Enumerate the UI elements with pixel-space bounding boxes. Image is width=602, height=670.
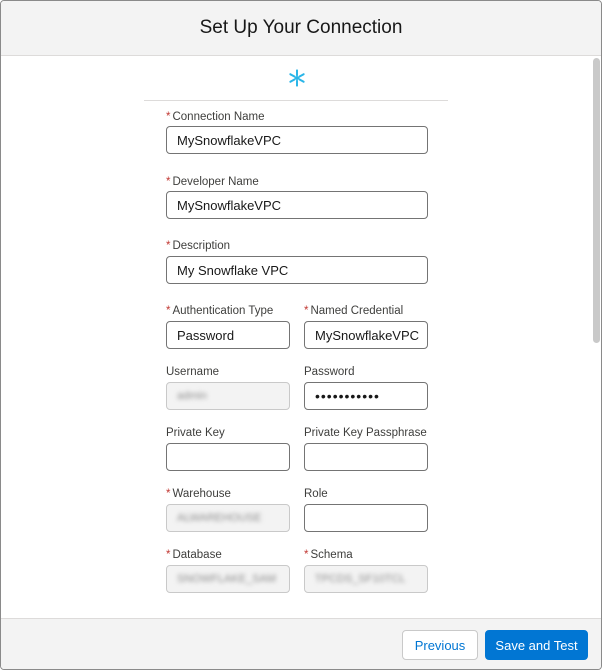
label-text: Description — [172, 240, 231, 252]
divider — [144, 100, 448, 101]
label-text: Named Credential — [310, 305, 404, 317]
database-input[interactable] — [166, 565, 290, 593]
database-label — [166, 549, 222, 561]
input-value: ••••••••••• — [315, 388, 380, 404]
private-key-label: Private Key — [166, 427, 225, 439]
password-label: Password — [304, 366, 355, 378]
password-input[interactable] — [304, 382, 428, 410]
label-text: Developer Name — [172, 176, 259, 188]
required-marker: * — [166, 176, 171, 188]
schema-label — [304, 549, 353, 561]
input-value: admin — [177, 390, 207, 402]
previous-button[interactable]: Previous — [402, 630, 478, 660]
developer-name-label — [166, 176, 259, 188]
label-text: Schema — [310, 549, 353, 561]
input-value: TPCDS_SF10TCL — [315, 573, 406, 585]
required-marker: * — [166, 305, 171, 317]
authentication-type-input[interactable] — [166, 321, 290, 349]
named-credential-label — [304, 305, 403, 317]
username-input[interactable] — [166, 382, 290, 410]
input-value: MySnowflakeVPC — [177, 132, 282, 148]
scrollbar[interactable] — [593, 58, 600, 343]
connection-name-input[interactable] — [166, 126, 428, 154]
warehouse-label — [166, 488, 231, 500]
warehouse-input[interactable] — [166, 504, 290, 532]
private-key-passphrase-input[interactable] — [304, 443, 428, 471]
description-label — [166, 240, 230, 252]
input-value: ALWAREHOUSE — [177, 512, 262, 524]
developer-name-input[interactable] — [166, 191, 428, 219]
label-text: Database — [172, 549, 222, 561]
connection-name-label — [166, 111, 265, 123]
description-input[interactable] — [166, 256, 428, 284]
required-marker: * — [304, 549, 309, 561]
label-text: Authentication Type — [172, 305, 274, 317]
required-marker: * — [166, 549, 171, 561]
private-key-passphrase-label: Private Key Passphrase — [304, 427, 427, 439]
snowflake-icon — [288, 69, 306, 87]
role-input[interactable] — [304, 504, 428, 532]
username-label: Username — [166, 366, 220, 378]
input-value: SNOWFLAKE_SAM — [177, 573, 277, 585]
input-value: MySnowflakeVPC — [177, 197, 282, 213]
required-marker: * — [166, 111, 171, 123]
modal-header — [1, 1, 601, 56]
input-value: MySnowflakeVPC — [315, 327, 420, 343]
schema-input[interactable] — [304, 565, 428, 593]
input-value: Password — [177, 327, 235, 343]
named-credential-input[interactable] — [304, 321, 428, 349]
required-marker: * — [166, 240, 171, 252]
required-marker: * — [304, 305, 309, 317]
role-label: Role — [304, 488, 328, 500]
required-marker: * — [166, 488, 171, 500]
modal-title: Set Up Your Connection — [199, 17, 403, 38]
label-text: Warehouse — [172, 488, 231, 500]
authentication-type-label — [166, 305, 273, 317]
label-text: Connection Name — [172, 111, 265, 123]
input-value: My Snowflake VPC — [177, 262, 289, 278]
private-key-input[interactable] — [166, 443, 290, 471]
modal-footer — [1, 618, 601, 670]
save-and-test-button[interactable]: Save and Test — [485, 630, 588, 660]
